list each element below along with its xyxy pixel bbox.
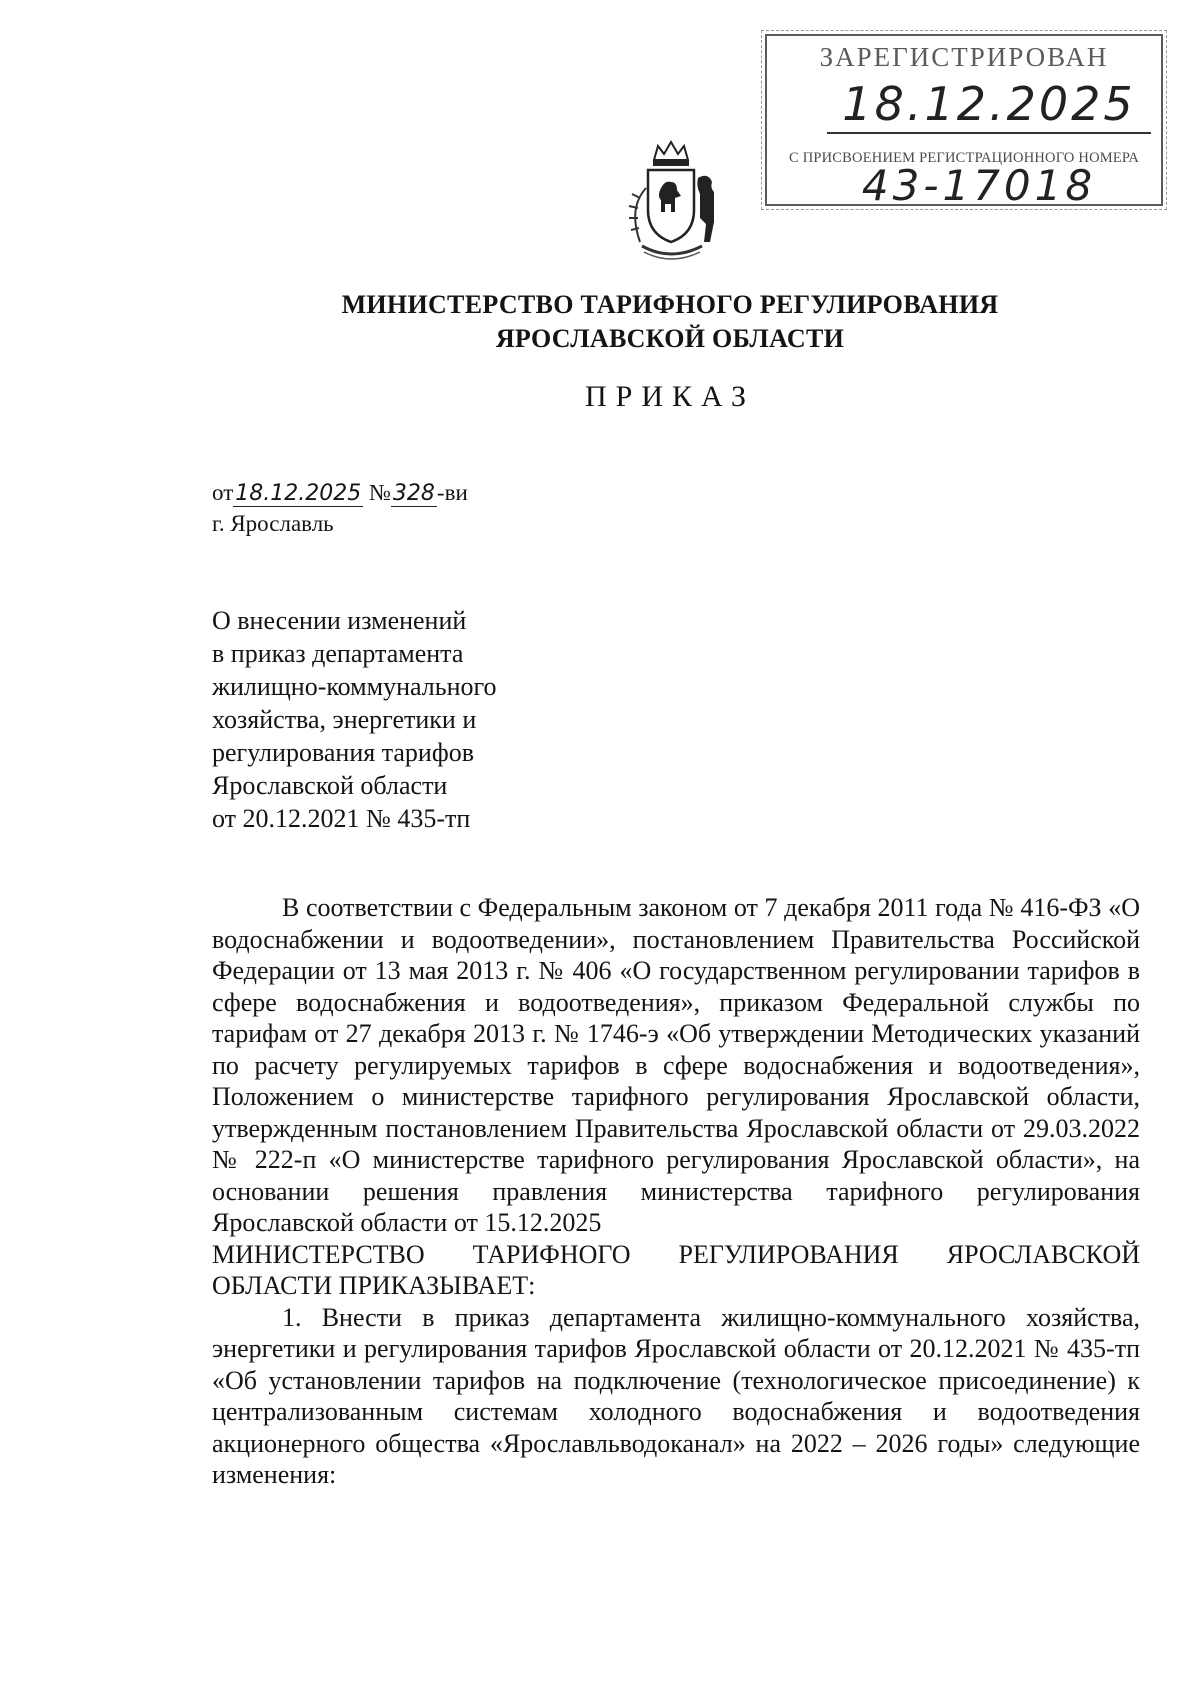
order-meta <box>212 478 468 539</box>
subject-line: Ярославской области <box>212 771 448 800</box>
resolve-paragraph: МИНИСТЕРСТВО ТАРИФНОГО РЕГУЛИРОВАНИЯ ЯРОСЛАВСКОЙ ОБЛАСТИ ПРИКАЗЫВАЕТ: <box>212 1239 1140 1300</box>
order-body <box>212 892 1140 1491</box>
ministry-name <box>200 288 1140 356</box>
stamp-caption: С ПРИСВОЕНИЕМ РЕГИСТРАЦИОННОГО НОМЕРА <box>789 150 1139 166</box>
subject-line: хозяйства, энергетики и <box>212 705 477 734</box>
stamp-handwritten-number: 43-17018 <box>861 161 1097 210</box>
subject-line: жилищно-коммунального <box>212 672 497 701</box>
ministry-name-line-2: ЯРОСЛАВСКОЙ ОБЛАСТИ <box>495 324 845 353</box>
stamp-handwritten-date: 18.12.2025 <box>827 76 1151 134</box>
order-number-suffix: -ви <box>436 480 468 505</box>
subject-line: в приказ департамента <box>212 639 464 668</box>
order-subject <box>212 604 497 835</box>
order-number: 328 <box>392 481 435 506</box>
ministry-name-line-1: МИНИСТЕРСТВО ТАРИФНОГО РЕГУЛИРОВАНИЯ <box>341 290 999 319</box>
number-sign: № <box>368 480 391 505</box>
stamp-title: ЗАРЕГИСТРИРОВАН <box>819 42 1109 72</box>
preamble-paragraph: В соответствии с Федеральным законом от 7 декабря 2011 года № 416-ФЗ «О водоснабжении и водоотведении», постановлением Правительства Российской Федерации от 13 мая 2013 г. № 406 «О государственном регулировании тарифов в сфере водоснабжения и водоотведения», приказом Федеральной службы по тарифам от 27 декабря 2013 г. № 1746-э «Об утверждении Методических указаний по расчету регулируемых тарифов в сфере водоснабжения и водоотведения», Положением о министерстве тарифного регулирования Ярославской области, утвержденным постановлением Правительства Ярославской области от 29.03.2022 № 222-п «О министерстве тарифного регулирования Ярославской области», на основании решения правления министерства тарифного регулирования Ярославской области от 15.12.2025 <box>212 893 1140 1237</box>
coat-of-arms-icon <box>606 138 736 268</box>
item-1-paragraph: 1. Внести в приказ департамента жилищно-коммунального хозяйства, энергетики и регулирования тарифов Ярославской области от 20.12.2021 № 435-тп «Об установлении тарифов на подключение (технологическое присоединение) к централизованным системам холодного водоснабжения и водоотведения акционерного общества «Ярославльводоканал» на 2022 – 2026 годы» следующие изменения: <box>212 1302 1140 1489</box>
subject-line: О внесении изменений <box>212 606 467 635</box>
subject-line: от 20.12.2021 № 435-тп <box>212 804 471 833</box>
order-date: 18.12.2025 <box>235 481 362 506</box>
document-type: ПРИКАЗ <box>585 380 755 413</box>
registration-stamp <box>765 34 1163 210</box>
subject-line: регулирования тарифов <box>212 738 474 767</box>
order-city: г. Ярославль <box>212 511 334 536</box>
from-prefix: от <box>212 480 234 505</box>
